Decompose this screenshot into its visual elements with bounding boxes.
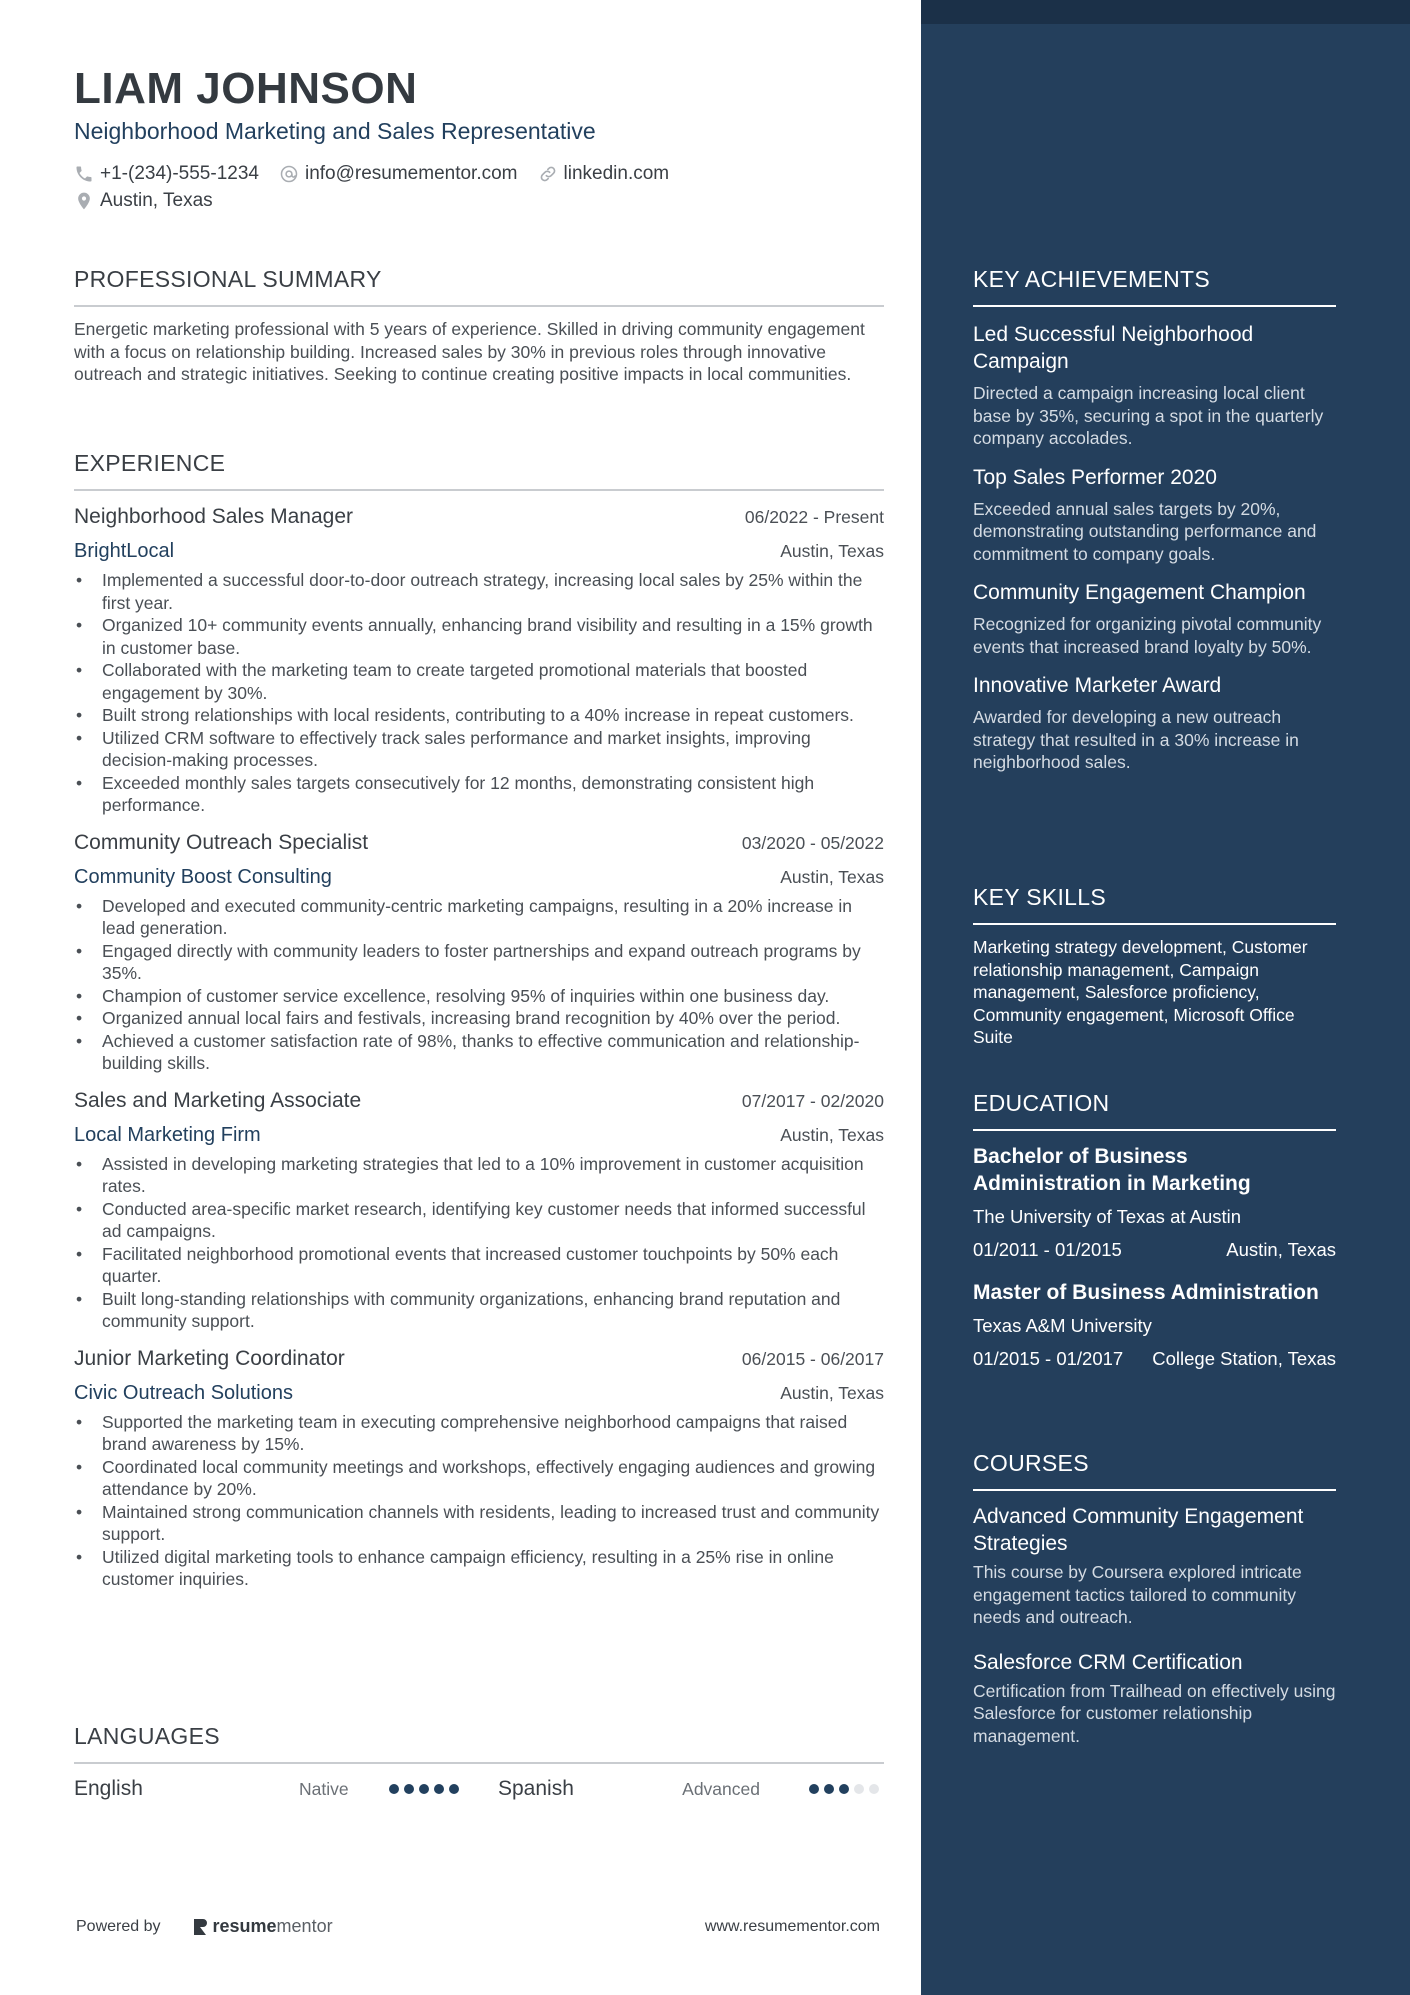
brand-bold: resume (212, 1916, 277, 1936)
language-name: Spanish (498, 1777, 574, 1800)
section-divider (973, 1489, 1336, 1491)
powered-by[interactable] (74, 1916, 333, 1937)
job-bullet: • Achieved a customer satisfaction rate of 98%, thanks to effective communication and relationship-building skills. (74, 1030, 884, 1075)
rating-dot-filled (389, 1784, 399, 1794)
section-divider (973, 305, 1336, 307)
job-entry (74, 1089, 884, 1333)
languages-section (74, 1723, 884, 1804)
education-school: The University of Texas at Austin (973, 1206, 1242, 1227)
course-item (973, 1649, 1336, 1748)
job-location: Austin, Texas (780, 1124, 884, 1145)
job-bullet: • Organized 10+ community events annually, enhancing brand visibility and resulting in a 15% growth in customer base. (74, 614, 884, 659)
achievement-title: Innovative Marketer Award (973, 674, 1222, 697)
sidebar (921, 0, 1410, 1995)
education-school: Texas A&M University (973, 1315, 1152, 1336)
achievement-desc: Exceeded annual sales targets by 20%, demonstrating outstanding performance and commitment to company goals. (973, 498, 1317, 564)
section-title: KEY SKILLS (973, 884, 1106, 910)
job-bullets (74, 1411, 884, 1591)
job-dates: 06/2022 - Present (744, 507, 884, 527)
job-title: Community Outreach Specialist (74, 830, 369, 854)
job-bullet: • Exceeded monthly sales targets consecutively for 12 months, demonstrating consistent high performance. (74, 772, 884, 817)
course-desc: Certification from Trailhead on effectively using Salesforce for customer relationship management. (973, 1680, 1336, 1746)
location-pin-icon (74, 191, 94, 211)
achievement-title: Community Engagement Champion (973, 581, 1306, 604)
phone-text: +1-(234)-555-1234 (100, 162, 259, 184)
contact-info (74, 160, 884, 214)
job-company: BrightLocal (74, 540, 175, 562)
job-bullet: • Built long-standing relationships with community organizations, enhancing brand reputation and community support. (74, 1288, 884, 1333)
rating-dot-filled (434, 1784, 444, 1794)
achievement-item (973, 672, 1336, 774)
website-link[interactable]: www.resumementor.com (704, 1917, 880, 1935)
sidebar-top-band (921, 0, 1410, 24)
education-degree: Bachelor of Business Administration in Marketing (973, 1145, 1251, 1195)
education-location: College Station, Texas (1152, 1348, 1336, 1369)
language-rating (389, 1784, 464, 1794)
experience-section (74, 450, 884, 1591)
job-entry (74, 831, 884, 1075)
summary-text: Energetic marketing professional with 5 years of experience. Skilled in driving community engagement with a focus on relationship building. Increased sales by 30% in previous roles through innovative outreach and strategic initiatives. Seeking to continue creating positive impacts in local communities. (74, 319, 865, 384)
job-dates: 06/2015 - 06/2017 (741, 1348, 884, 1369)
course-title: Advanced Community Engagement Strategies (973, 1505, 1304, 1555)
course-item (973, 1503, 1336, 1629)
job-company: Local Marketing Firm (74, 1123, 261, 1146)
achievement-item (973, 579, 1336, 658)
language-name: English (74, 1777, 143, 1800)
achievement-title: Top Sales Performer 2020 (973, 465, 1217, 489)
section-divider (973, 923, 1336, 925)
job-bullet: • Supported the marketing team in executing comprehensive neighborhood campaigns that raised brand awareness by 15%. (74, 1411, 884, 1456)
education-location: Austin, Texas (1226, 1239, 1336, 1260)
job-title: Neighborhood Sales Manager (74, 505, 354, 528)
course-title: Salesforce CRM Certification (973, 1650, 1243, 1674)
achievement-desc: Awarded for developing a new outreach strategy that resulted in a 30% increase in neighborhood sales. (973, 707, 1299, 772)
education-degree: Master of Business Administration (973, 1281, 1319, 1304)
job-bullet: • Engaged directly with community leaders to foster partnerships and expand outreach programs by 35%. (74, 940, 884, 985)
key-skills-section (973, 884, 1336, 1049)
course-desc: This course by Coursera explored intricate engagement tactics tailored to community needs and outreach. (973, 1562, 1302, 1627)
achievement-desc: Recognized for organizing pivotal community events that increased brand loyalty by 50%. (973, 614, 1322, 657)
contact-phone[interactable] (74, 163, 259, 185)
location-text: Austin, Texas (100, 189, 213, 211)
rating-dot-filled (839, 1784, 849, 1794)
job-bullet: • Utilized CRM software to effectively track sales performance and market insights, improving decision-making processes. (74, 727, 884, 772)
job-bullets (74, 569, 884, 817)
brand-logo (191, 1916, 333, 1937)
job-location: Austin, Texas (780, 866, 884, 887)
section-title: COURSES (973, 1450, 1089, 1476)
section-divider (74, 1762, 884, 1764)
contact-email[interactable] (279, 163, 518, 185)
job-title: Junior Marketing Coordinator (74, 1346, 345, 1370)
job-bullet: • Built strong relationships with local residents, contributing to a 40% increase in repeat customers. (74, 704, 884, 727)
contact-location (74, 190, 213, 212)
brand-mark-icon (191, 1917, 209, 1937)
candidate-name: LIAM JOHNSON (74, 64, 418, 113)
section-title: EXPERIENCE (74, 450, 226, 476)
email-text: info@resumementor.com (304, 162, 518, 184)
education-dates: 01/2011 - 01/2015 (973, 1239, 1122, 1260)
rating-dot-filled (449, 1784, 459, 1794)
achievement-desc: Directed a campaign increasing local client base by 35%, securing a spot in the quarterly company accolades. (973, 383, 1324, 448)
contact-linkedin[interactable] (538, 163, 670, 185)
rating-dot-empty (854, 1784, 864, 1794)
rating-dot-filled (419, 1784, 429, 1794)
education-section (973, 1090, 1336, 1370)
job-bullet: • Developed and executed community-centric marketing campaigns, resulting in a 20% increase in lead generation. (74, 895, 884, 940)
job-dates: 03/2020 - 05/2022 (741, 832, 884, 853)
job-bullet: • Facilitated neighborhood promotional events that increased customer touchpoints by 50% each quarter. (74, 1243, 884, 1288)
courses-section (973, 1450, 1336, 1747)
job-bullet: • Champion of customer service excellence, resolving 95% of inquiries within one business day. (74, 985, 884, 1008)
at-icon (279, 164, 299, 184)
job-dates: 07/2017 - 02/2020 (741, 1090, 884, 1111)
phone-icon (74, 164, 94, 184)
education-dates: 01/2015 - 01/2017 (973, 1348, 1124, 1369)
job-bullet: • Collaborated with the marketing team to create targeted promotional materials that boosted engagement by 30%. (74, 659, 884, 704)
job-bullets (74, 1153, 884, 1333)
job-bullet: • Assisted in developing marketing strategies that led to a 10% improvement in customer acquisition rates. (74, 1153, 884, 1198)
language-level: Native (299, 1778, 349, 1799)
job-location: Austin, Texas (780, 1382, 884, 1403)
rating-dot-filled (824, 1784, 834, 1794)
achievement-item (973, 464, 1336, 566)
job-location: Austin, Texas (780, 541, 884, 561)
job-bullet: • Conducted area-specific market research, identifying key customer needs that informed successful ad campaigns. (74, 1198, 884, 1243)
education-item (973, 1143, 1336, 1261)
brand-light: mentor (276, 1916, 333, 1936)
section-divider (74, 489, 884, 491)
linkedin-text: linkedin.com (563, 162, 670, 184)
section-divider (74, 305, 884, 307)
job-title: Sales and Marketing Associate (74, 1088, 362, 1112)
achievement-item (973, 321, 1336, 450)
rating-dot-filled (809, 1784, 819, 1794)
job-bullet: • Organized annual local fairs and festivals, increasing brand recognition by 40% over the period. (74, 1007, 884, 1030)
rating-dot-filled (404, 1784, 414, 1794)
rating-dot-empty (869, 1784, 879, 1794)
job-company: Community Boost Consulting (74, 865, 332, 888)
job-company: Civic Outreach Solutions (74, 1381, 293, 1404)
section-title: PROFESSIONAL SUMMARY (74, 266, 382, 292)
language-item (498, 1777, 884, 1801)
job-bullet: • Coordinated local community meetings and workshops, effectively engaging audiences and growing attendance by 20%. (74, 1456, 884, 1501)
job-bullet: • Implemented a successful door-to-door outreach strategy, increasing local sales by 25% within the first year. (74, 569, 884, 614)
job-bullets (74, 895, 884, 1075)
section-title: KEY ACHIEVEMENTS (973, 266, 1211, 292)
language-rating (809, 1784, 884, 1794)
powered-by-label: Powered by (76, 1917, 161, 1935)
section-title: EDUCATION (973, 1090, 1110, 1116)
job-entry (74, 1347, 884, 1591)
job-bullet: • Maintained strong communication channels with residents, leading to increased trust and community support. (74, 1501, 884, 1546)
section-divider (973, 1129, 1336, 1131)
footer (74, 1916, 884, 1937)
skills-text: Marketing strategy development, Customer relationship management, Campaign management, Salesforce proficiency, Community engagement, Microsoft Office Suite (973, 937, 1308, 1047)
job-bullet: • Utilized digital marketing tools to enhance campaign efficiency, resulting in a 25% rise in online customer inquiries. (74, 1546, 884, 1591)
language-level: Advanced (682, 1778, 760, 1799)
link-icon (538, 164, 558, 184)
job-entry (74, 505, 884, 817)
candidate-role: Neighborhood Marketing and Sales Representative (74, 118, 596, 144)
education-item (973, 1279, 1336, 1370)
section-title: LANGUAGES (74, 1723, 220, 1749)
key-achievements-section (973, 266, 1336, 774)
professional-summary-section (74, 266, 884, 386)
achievement-title: Led Successful Neighborhood Campaign (973, 323, 1254, 373)
language-item (74, 1777, 498, 1801)
